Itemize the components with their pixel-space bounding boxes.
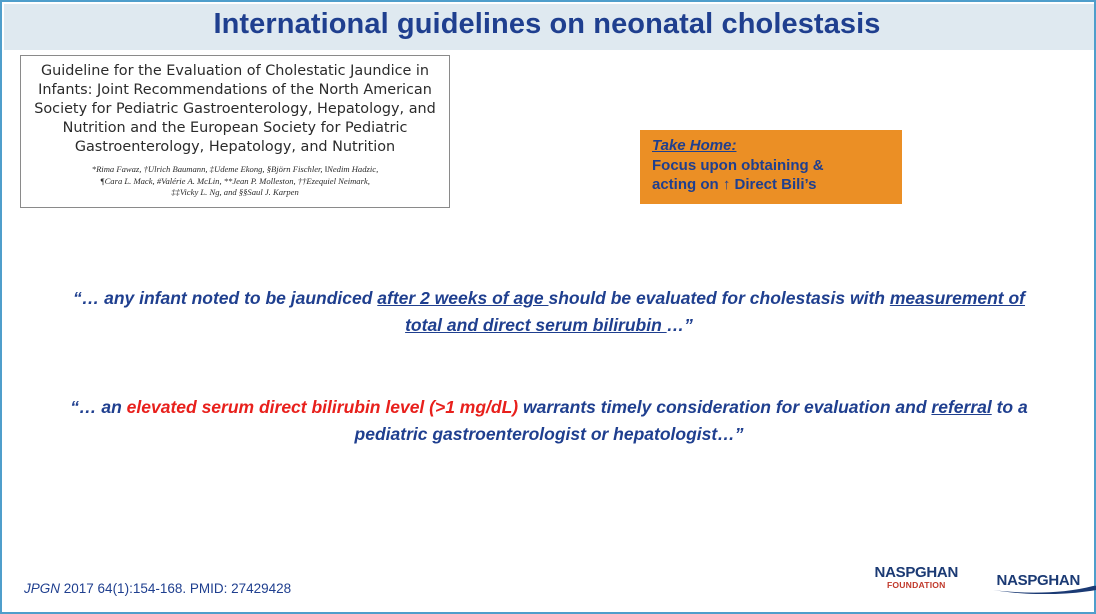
take-home-line-2: acting on ↑ Direct Bili’s (652, 176, 817, 194)
quote-1-part-1: “… any infant noted to be jaundiced (72, 288, 378, 308)
article-title-line-5: Gastroenterology, Hepatology, and Nutrition (74, 139, 396, 156)
article-title-line-3: Society for Pediatric Gastroenterology, Hepatology, and (34, 101, 436, 118)
take-home-line-1: Focus upon obtaining & (652, 156, 824, 174)
article-authors-line-2: ¶Cara L. Mack, #Valérie A. McLin, **Jean P. Molleston, ††Ezequiel Neimark, (100, 175, 370, 186)
quote-1-underline-2: measurement of total and direct serum bilirubin (405, 288, 1026, 336)
source-citation (24, 581, 291, 596)
article-title-line-2: Infants: Joint Recommendations of the North American (38, 82, 432, 99)
article-citation-box (20, 55, 450, 208)
citation-journal: JPGN (24, 581, 61, 596)
quote-2-part-2: warrants timely consideration for evaluation and (518, 397, 932, 417)
naspghan-foundation-logo (875, 565, 958, 590)
page-title: International guidelines on neonatal cholestasis (213, 8, 881, 40)
quote-2-highlight: elevated serum direct bilirubin level (>1 mg/dL) (126, 397, 519, 417)
quote-1-underline-1: after 2 weeks of age (377, 288, 549, 308)
naspghan-foundation-logo-main: NASPGHAN (874, 563, 958, 581)
quote-2-underline: referral (931, 397, 992, 417)
article-authors-line-3: ‡‡Vicky L. Ng, and §§Saul J. Karpen (171, 187, 299, 198)
article-title-line-1: Guideline for the Evaluation of Cholestatic Jaundice in (40, 63, 430, 79)
article-title (29, 62, 441, 157)
quote-1-part-2: should be evaluated for cholestasis with (548, 288, 890, 308)
guideline-quote-2 (54, 394, 1044, 448)
citation-details: 2017 64(1):154-168. PMID: 27429428 (60, 581, 292, 596)
article-authors (29, 164, 441, 199)
take-home-heading: Take Home: (652, 137, 737, 154)
swoosh-icon (993, 584, 1096, 594)
guideline-quote-1 (54, 285, 1044, 339)
quote-2-part-3: to a pediatric gastroenterologist or hepatologist…” (354, 397, 1028, 445)
naspghan-logo (997, 573, 1080, 588)
quote-2-part-1: “… an (70, 397, 127, 417)
quote-1-part-3: …” (666, 315, 693, 336)
take-home-callout (640, 130, 902, 204)
naspghan-logo-main: NASPGHAN (996, 572, 1080, 589)
naspghan-foundation-logo-sub: FOUNDATION (886, 579, 946, 590)
article-authors-line-1: *Rima Fawaz, †Ulrich Baumann, ‡Udeme Ekong, §Björn Fischler, ‖Nedim Hadzic, (91, 164, 379, 175)
article-title-line-4: Nutrition and the European Society for Pediatric (62, 120, 408, 137)
